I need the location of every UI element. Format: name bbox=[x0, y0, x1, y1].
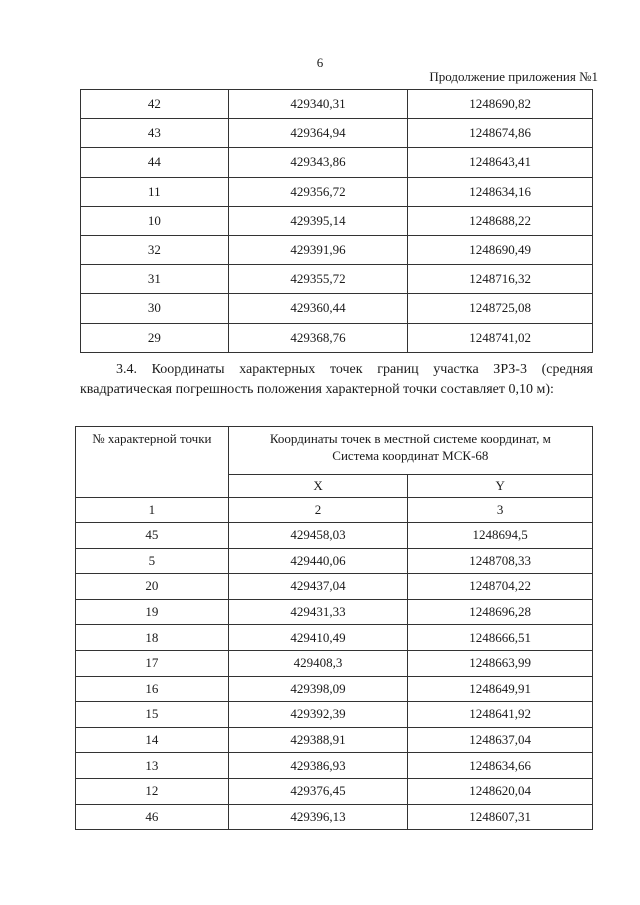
x-coordinate-cell: 429431,33 bbox=[228, 599, 408, 625]
x-coordinate-cell: 429458,03 bbox=[228, 523, 408, 549]
header-x: X bbox=[228, 475, 408, 498]
x-coordinate-cell: 429386,93 bbox=[228, 753, 408, 779]
table-row bbox=[81, 265, 593, 294]
point-number-cell: 13 bbox=[76, 753, 229, 779]
point-number-cell: 20 bbox=[76, 574, 229, 600]
x-coordinate-cell: 429360,44 bbox=[228, 294, 408, 323]
y-coordinate-cell: 1248663,99 bbox=[408, 650, 593, 676]
point-number-cell: 10 bbox=[81, 206, 229, 235]
x-coordinate-cell: 429408,3 bbox=[228, 650, 408, 676]
table-row bbox=[76, 599, 593, 625]
y-coordinate-cell: 1248688,22 bbox=[408, 206, 593, 235]
coordinates-table-continued bbox=[80, 89, 593, 353]
column-index-2: 2 bbox=[228, 498, 408, 523]
table-row bbox=[76, 804, 593, 830]
y-coordinate-cell: 1248641,92 bbox=[408, 702, 593, 728]
y-coordinate-cell: 1248716,32 bbox=[408, 265, 593, 294]
y-coordinate-cell: 1248649,91 bbox=[408, 676, 593, 702]
point-number-cell: 19 bbox=[76, 599, 229, 625]
table-row bbox=[76, 778, 593, 804]
page-number: 6 bbox=[316, 55, 324, 70]
y-coordinate-cell: 1248620,04 bbox=[408, 778, 593, 804]
point-number-cell: 31 bbox=[81, 265, 229, 294]
y-coordinate-cell: 1248607,31 bbox=[408, 804, 593, 830]
point-number-cell: 46 bbox=[76, 804, 229, 830]
x-coordinate-cell: 429368,76 bbox=[228, 323, 408, 352]
y-coordinate-cell: 1248690,49 bbox=[408, 235, 593, 264]
x-coordinate-cell: 429376,45 bbox=[228, 778, 408, 804]
point-number-cell: 32 bbox=[81, 235, 229, 264]
table-row bbox=[76, 727, 593, 753]
x-coordinate-cell: 429340,31 bbox=[228, 90, 408, 119]
table-row bbox=[81, 90, 593, 119]
table-row bbox=[76, 702, 593, 728]
point-number-cell: 30 bbox=[81, 294, 229, 323]
point-number-cell: 44 bbox=[81, 148, 229, 177]
column-index-1: 1 bbox=[76, 498, 229, 523]
y-coordinate-cell: 1248634,66 bbox=[408, 753, 593, 779]
table-row bbox=[76, 650, 593, 676]
column-index-3: 3 bbox=[408, 498, 593, 523]
x-coordinate-cell: 429395,14 bbox=[228, 206, 408, 235]
x-coordinate-cell: 429343,86 bbox=[228, 148, 408, 177]
y-coordinate-cell: 1248696,28 bbox=[408, 599, 593, 625]
table-row bbox=[76, 753, 593, 779]
table-row bbox=[81, 235, 593, 264]
point-number-cell: 42 bbox=[81, 90, 229, 119]
header-point-number: № характерной точки bbox=[76, 427, 229, 498]
header-coordinates-line1: Координаты точек в местной системе координат, м bbox=[269, 431, 551, 446]
x-coordinate-cell: 429355,72 bbox=[228, 265, 408, 294]
table-row bbox=[81, 323, 593, 352]
y-coordinate-cell: 1248694,5 bbox=[408, 523, 593, 549]
table-row bbox=[76, 574, 593, 600]
appendix-label: Продолжение приложения №1 bbox=[429, 69, 598, 84]
table-row bbox=[76, 548, 593, 574]
table-row bbox=[76, 676, 593, 702]
coordinates-table-zrz3 bbox=[75, 426, 593, 830]
y-coordinate-cell: 1248725,08 bbox=[408, 294, 593, 323]
y-coordinate-cell: 1248708,33 bbox=[408, 548, 593, 574]
x-coordinate-cell: 429391,96 bbox=[228, 235, 408, 264]
section-3-4-text: 3.4. Координаты характерных точек границ участка ЗРЗ-3 (средняя квадратическая погрешность положения характерной точки составляет 0,10 м): bbox=[80, 362, 593, 397]
x-coordinate-cell: 429440,06 bbox=[228, 548, 408, 574]
y-coordinate-cell: 1248634,16 bbox=[408, 177, 593, 206]
x-coordinate-cell: 429396,13 bbox=[228, 804, 408, 830]
y-coordinate-cell: 1248674,86 bbox=[408, 119, 593, 148]
table-row bbox=[76, 625, 593, 651]
point-number-cell: 16 bbox=[76, 676, 229, 702]
y-coordinate-cell: 1248637,04 bbox=[408, 727, 593, 753]
y-coordinate-cell: 1248704,22 bbox=[408, 574, 593, 600]
x-coordinate-cell: 429364,94 bbox=[228, 119, 408, 148]
x-coordinate-cell: 429392,39 bbox=[228, 702, 408, 728]
point-number-cell: 14 bbox=[76, 727, 229, 753]
point-number-cell: 45 bbox=[76, 523, 229, 549]
x-coordinate-cell: 429398,09 bbox=[228, 676, 408, 702]
y-coordinate-cell: 1248741,02 bbox=[408, 323, 593, 352]
point-number-cell: 43 bbox=[81, 119, 229, 148]
point-number-cell: 15 bbox=[76, 702, 229, 728]
table-row bbox=[76, 523, 593, 549]
y-coordinate-cell: 1248643,41 bbox=[408, 148, 593, 177]
table-row bbox=[81, 119, 593, 148]
y-coordinate-cell: 1248690,82 bbox=[408, 90, 593, 119]
header-y: Y bbox=[408, 475, 593, 498]
point-number-cell: 17 bbox=[76, 650, 229, 676]
table-row bbox=[81, 294, 593, 323]
header-coordinates-line2: Система координат МСК-68 bbox=[332, 448, 489, 463]
x-coordinate-cell: 429388,91 bbox=[228, 727, 408, 753]
point-number-cell: 12 bbox=[76, 778, 229, 804]
table-row bbox=[81, 177, 593, 206]
header-coordinates bbox=[228, 427, 592, 475]
point-number-cell: 11 bbox=[81, 177, 229, 206]
point-number-cell: 5 bbox=[76, 548, 229, 574]
x-coordinate-cell: 429437,04 bbox=[228, 574, 408, 600]
table-row bbox=[81, 206, 593, 235]
point-number-cell: 18 bbox=[76, 625, 229, 651]
x-coordinate-cell: 429356,72 bbox=[228, 177, 408, 206]
x-coordinate-cell: 429410,49 bbox=[228, 625, 408, 651]
y-coordinate-cell: 1248666,51 bbox=[408, 625, 593, 651]
table-row bbox=[81, 148, 593, 177]
point-number-cell: 29 bbox=[81, 323, 229, 352]
